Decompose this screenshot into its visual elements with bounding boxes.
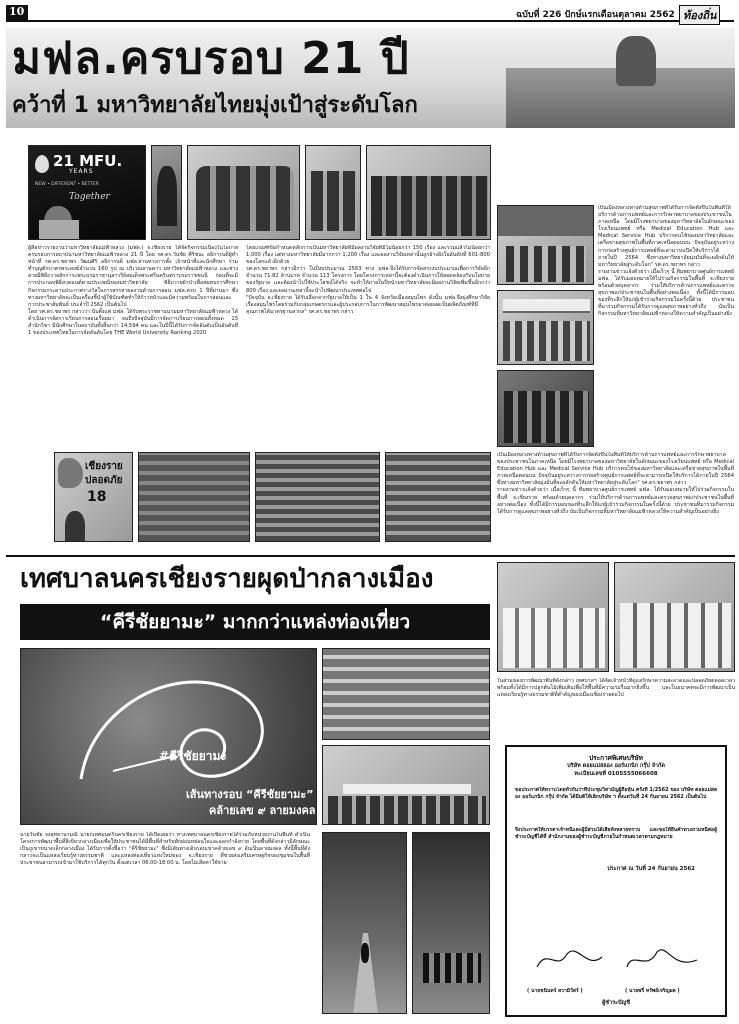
people-group [504, 391, 589, 443]
slide-script: Together [69, 192, 110, 202]
people-group [311, 171, 357, 231]
people-group [423, 953, 481, 983]
award-ceremony-photo-3 [305, 145, 361, 240]
people-group [371, 176, 488, 236]
article2-body-left: นายวันชัย จงสุทธานามณี นายกเทศมนตรีนครเชียงราย ได้เปิดเผยว่า ทางเทศบาลนครเชียงรายได้ร่วมกับหน่วยงานในพื้นที่ ดำเนินโครงการพัฒนาพื้นที่สีเขียวกลางเมืองเพื่อให้ประชาชนได้มีพื้นที่สำหรับพักผ่อนหย่อนใจและออกกำลังกาย โดยพื้นที่ดังกล่าวมีลักษณะเป็นภูเขาขนาดเล็กกลางเมือง ได้รับการตั้งชื่อว่า "คีรีชัยยามะ" ซึ่งมีเส้นทางเดินรอบเขาคล้ายเลข ๙ อันเป็นลายมงคล ทั้งนี้พื้นที่ดังกล่าวจะเป็นแหล่งเรียนรู้ทางธรรมชาติ และแหล่งท่องเที่ยวแห่งใหม่ของ จ.เชียงราย ที่ช่วยส่งเสริมเศรษฐกิจของชุมชนในพื้นที่ ประชาชนสามารถเข้ามาใช้บริการได้ทุกวัน ตั้งแต่เวลา 06.00-18.00 น. โดยไม่เสียค่าใช้จ่าย [20, 832, 310, 867]
notice-body-1: ขอประกาศให้ทราบโดยทั่วกันว่าที่ประชุมวิสามัญผู้ถือหุ้น ครั้งที่ 1/2562 ของ บริษัท ดอยแม่สลอง ออร์แกนิก กรุ๊ป จำกัด ได้มีมติให้เลิกบริษัท ฯ ตั้งแต่วันที่ 24 กันยายน 2562 เป็นต้นไป [515, 787, 717, 800]
campus-event-photo-3 [497, 370, 594, 447]
signer-2-name: ( นายพรี่ ทรัพย์เจริญผล ) [625, 988, 680, 994]
mfu-drop-logo [35, 155, 49, 173]
signatures [507, 942, 725, 982]
people-group [503, 321, 590, 361]
article1-column-1: ผู้สื่อข่าวรายงานว่ามหาวิทยาลัยแม่ฟ้าหลวง (มฟล.) จ.เชียงราย ได้จัดกิจกรรมเนื่องในโอกาสครบรอบการสถาปนามหาวิทยาลัยแม่ฟ้าหลวง 21 ปี โดย รศ.ดร.วันชัย ศิริชนะ อธิการบดีผู้ทำหน้าที่ รศ.ดร.ชยาพร วัฒนศิริ อธิการบดี มฟล.ผ่านทางการตั้ง เจ้าหน้าที่และนักศึกษา ร่วมทำบุญตักบาตรพระสงฆ์จำนวน 160 รูป ณ บริเวณลานดาว มหาวิทยาลัยแม่ฟ้าหลวง และช่วงสายมีพิธีถวายสักการะพระบรมราชานุสาวรีย์สมเด็จพระศรีนครินทราบรมราชชนนี ก่อนที่จะมีการประกอบพิธีสวดมนต์ตามประเพณีของมหาวิทยาลัย พิธีถวายผ้าป่าเพื่อสมทบการศึกษา กิจกรรมกระดานประกาศรางวัลในการสรรหาผลงานด้านการสอน มฟล.ครบ 1 ปีที่ผ่านมา ซึ่งทางมหาวิทยาลัยจะเป็นเครื่องชี้นำผู้ใช้บัณฑิตทำให้ก้าวหน้าและมีความพร้อมในการสอนและการประชาสัมพันธ์ ประจำปี 2562 เป็นต้นไป โดย รศ.ดร.ชยาพร กล่าวว่า นับตั้งแต่ มฟล. ได้รับพระราชทานนามมหาวิทยาลัยแม่ฟ้าหลวง ได้ดำเนินการจัดการเรียนการสอนเรื่อยมา จนถึงปัจจุบันมีการจัดการเรียนการสอนทั้งหมด 15 สำนักวิชา มีนักศึกษาในสถาบันทั้งสิ้นกว่า 14,594 คน และในปีนี้ได้รับการจัดอันดับเป็นอันดับที่ 1 ของประเทศไทยในการจัดอันดับโดย THE World University Ranking 2020 [28, 245, 238, 337]
newspaper-logo: ท้องถิ่น [679, 5, 720, 25]
forest-hill-photo [412, 832, 490, 1014]
tent-shape [503, 299, 590, 313]
walker-figure [361, 943, 369, 963]
article2-body-right: ในส่วนของการพัฒนาพื้นที่ดังกล่าว เทศบาลฯ ได้จัดเจ้าหน้าที่ดูแลรักษาความสะอาดและปลอดภัยตลอดเวลา พร้อมทั้งได้มีการปลูกต้นไม้เพิ่มเติมเพื่อให้พื้นที่มีความร่มรื่นมากยิ่งขึ้น และในอนาคตจะมีการพัฒนาเป็นแหล่งเรียนรู้ทางธรรมชาติที่สำคัญของเมืองเชียงรายต่อไป [497, 678, 735, 699]
notice-company: บริษัท ดอยแม่สลอง ออร์แกนิก กรุ๊ป จำกัด [567, 763, 665, 769]
podium [39, 220, 79, 240]
issue-info: ฉบับที่ 226 ปักษ์แรกเดือนตุลาคม 2562 [516, 10, 675, 20]
signer-1-name: ( นายชนินทร์ สวามิวัสร์ ) [527, 988, 583, 994]
signature-1 [537, 951, 602, 967]
inset-title: เชียงราย [85, 461, 123, 472]
people-group [328, 796, 486, 824]
people-group [196, 166, 294, 231]
meeting-photo [322, 648, 490, 740]
group-photo-2 [614, 562, 735, 672]
award-ceremony-photo-2 [187, 145, 300, 240]
article1-column-3: เป็นเมืองหลวงทางด้านสุขภาพที่ได้รับการจัดตั้งขึ้นในพื้นที่ให้บริการด้านการแพทย์และการรักษาพยาบาลของประชาชนในภาคเหนือ โดยมีโรงพยาบาลของมหาวิทยาลัยในลักษณะของโรงเรียนแพทย์ หรือ Medical Education Hub และ Medical Service Hub บริการคนไข้ของมหาวิทยาลัยและเครือข่ายสุขภาพในพื้นที่ภาคเหนือตอนบน ปัจจุบันอยู่ระหว่างการก่อสร้างศูนย์การแพทย์ที่จะสามารถเปิดให้บริการได้ภายในปี 2564 ซึ่งทางมหาวิทยาลัยมุ่งมั่นที่จะผลักดันให้มหาวิทยาลัยสู่ระดับโลก" รศ.ดร.ชยาพร กล่าว รายงานข่าวแจ้งด้วยว่า เมื่อเร็วๆ นี้ ทีมพยาบาลศูนย์การแพทย์ มฟล. ได้รับมอบหมายให้ไปร่วมกิจกรรมในพื้นที่ จ.เชียงราย พร้อมด้วยบุคลากร ร่วมให้บริการด้านการแพทย์และตรวจสุขภาพแก่ประชาชนในพื้นที่อย่างต่อเนื่อง ทั้งนี้ได้มีการมอบของที่ระลึกให้แก่ผู้เข้าร่วมกิจกรรมในครั้งนี้ด้วย ประชาชนที่มาร่วมกิจกรรมได้รับการดูแลสุขภาพอย่างทั่วถึง นับเป็นกิจกรรมที่มหาวิทยาลัยแม่ฟ้าหลวงให้ความสำคัญเป็นอย่างยิ่ง [598, 205, 734, 318]
audience-photo-2 [255, 452, 380, 542]
article2-headline: เทศบาลนครเชียงรายผุดป่ากลางเมือง [20, 564, 434, 594]
page-header [6, 4, 734, 22]
legal-notice-box [505, 745, 727, 1017]
slide-title: 21 MFU. [53, 152, 123, 170]
officials-group-photo [366, 145, 491, 240]
award-ceremony-photo-1 [151, 145, 182, 240]
slide-motto: NEW • DIFFERENT • BETTER [35, 182, 99, 187]
campus-event-photo-2 [497, 290, 594, 365]
province-map-shape [58, 458, 83, 488]
article2-subheadline: “คีรีชัยยามะ” มากกว่าแหล่งท่องเที่ยว [99, 611, 411, 633]
page-number: 10 [9, 5, 25, 18]
people-group [620, 603, 731, 668]
map-route-label-2: คล้ายเลข ๙ ลายมงคล [209, 804, 316, 817]
article1-headline: มฟล.ครบรอบ 21 ปี [12, 33, 410, 84]
article1-column-2: โดยเกณฑ์ข้อกำหนดหลักการเป็นมหาวิทยาลัยที่มีผลงานวิจัยทีมีไม่น้อยกว่า 150 เรื่อง และรวมแล้วไม่น้อยกว่า 1,000 เรื่อง แต่ทางมหาวิทยาลัยมีมากกว่า 1,200 เรื่อง และผลงานวิจัยเหล่านั้นถูกอ้างอิงในอันดับที่ 601-800 ของโลกแล้วอีกด้วย รศ.ดร.ชยาพร กล่าวอีกว่า ในปีงบประมาณ 2563 ทาง มฟล.จึงได้รับการจัดสรรงบประมาณเพื่อการวิจัยอีกจำนวน 71.82 ล้านบาท จำนวน 113 โครงการ โดยโครงการเหล่านี้จะต้องดำเนินการให้สอดคล้องกับนโยบายของรัฐบาล และต้องนำไปใช้ประโยชน์ได้จริง จะทำให้ภายในปีหน้ามหาวิทยาลัยจะมีผลงานวิจัยเพิ่มขึ้นอีกกว่า 800 เรื่อง และผลงานเหล่านี้จะนำไปพัฒนาประเทศต่อไป "ปัจจุบัน จ.เชียงราย ได้รับเลือกจากรัฐบาลให้เป็น 1 ใน 4 จังหวัดเมืองสมุนไพร ดังนั้น มฟล.จึงมุ่งศึกษาวิจัยเรื่องสมุนไพรโดยร่วมกับกลุ่มเกษตรกรและผู้ประกอบการในการพัฒนาสมุนไพรมาต่อยอดเป็นผลิตภัณฑ์ที่มีคุณภาพได้มาตรฐานสากล" รศ.ดร.ชยาพร กล่าว [246, 245, 490, 315]
notice-body-2: จึงประกาศให้บรรดาเจ้าหนี้และผู้มีส่วนได้เสียทั้งหลายทราบ และขอให้ยื่นคำทวงถามหนี้ต่อผู้ชำระบัญชีได้ที่ สำนักงานของผู้ชำระบัญชีภายในกำหนดเวลาตามกฎหมาย [515, 827, 717, 840]
safe-chiangrai-slide-photo [54, 452, 133, 542]
map-place-label: #คีรีชัยยามะ [159, 749, 227, 763]
conference-photo [322, 745, 490, 825]
forest-walk-photo [322, 832, 407, 1014]
anniversary-slide-photo [28, 145, 146, 240]
notice-reg-no: ทะเบียนเลขที่ 0105555066608 [574, 771, 658, 777]
monument-silhouette [616, 36, 656, 86]
notice-date: ประกาศ ณ วันที่ 24 กันยายน 2562 [607, 866, 695, 872]
group-photo-1 [497, 562, 609, 672]
map-route-label-1: เส้นทางรอบ “คีรีชัยยามะ” [186, 788, 314, 801]
notice-title: ประกาศพิเศษบริษัท [589, 754, 643, 762]
signer-role: ผู้ชำระบัญชี [602, 1000, 630, 1006]
audience-photo-3 [385, 452, 491, 542]
people-group [503, 608, 605, 668]
article1-subheadline: คว้าที่ 1 มหาวิทยาลัยไทยมุ่งเป้าสู่ระดับโลก [12, 93, 418, 118]
table-shape [343, 784, 471, 794]
speaker-figure [65, 511, 85, 542]
tree-shape [498, 206, 594, 236]
section-divider [6, 555, 735, 557]
inset-subtitle: ปลอดภัย [85, 475, 123, 486]
slide-years: YEARS [69, 168, 94, 175]
signature-2 [627, 950, 697, 967]
campus-event-photo-1 [497, 205, 594, 285]
audience-photo-1 [138, 452, 250, 542]
person-figure [157, 166, 177, 226]
people-group [506, 246, 586, 282]
article1-column-3b: เป็นเมืองหลวงทางด้านสุขภาพที่ได้รับการจัดตั้งขึ้นในพื้นที่ให้บริการด้านการแพทย์และการรักษาพยาบาลของประชาชนในภาคเหนือ โดยมีโรงพยาบาลของมหาวิทยาลัยในลักษณะของโรงเรียนแพทย์ หรือ Medical Education Hub และ Medical Service Hub บริการคนไข้ของมหาวิทยาลัยและเครือข่ายสุขภาพในพื้นที่ภาคเหนือตอนบน ปัจจุบันอยู่ระหว่างการก่อสร้างศูนย์การแพทย์ที่จะสามารถเปิดให้บริการได้ภายในปี 2564 ซึ่งทางมหาวิทยาลัยมุ่งมั่นที่จะผลักดันให้มหาวิทยาลัยสู่ระดับโลก" รศ.ดร.ชยาพร กล่าว รายงานข่าวแจ้งด้วยว่า เมื่อเร็วๆ นี้ ทีมพยาบาลศูนย์การแพทย์ มฟล. ได้รับมอบหมายให้ไปร่วมกิจกรรมในพื้นที่ จ.เชียงราย พร้อมด้วยบุคลากร ร่วมให้บริการด้านการแพทย์และตรวจสุขภาพแก่ประชาชนในพื้นที่อย่างต่อเนื่อง ทั้งนี้ได้มีการมอบของที่ระลึกให้แก่ผู้เข้าร่วมกิจกรรมในครั้งนี้ด้วย ประชาชนที่มาร่วมกิจกรรมได้รับการดูแลสุขภาพอย่างทั่วถึง นับเป็นกิจกรรมที่มหาวิทยาลัยแม่ฟ้าหลวงให้ความสำคัญเป็นอย่างยิ่ง [497, 452, 734, 515]
aerial-map-photo [20, 648, 317, 825]
inset-number: 18 [87, 489, 107, 505]
